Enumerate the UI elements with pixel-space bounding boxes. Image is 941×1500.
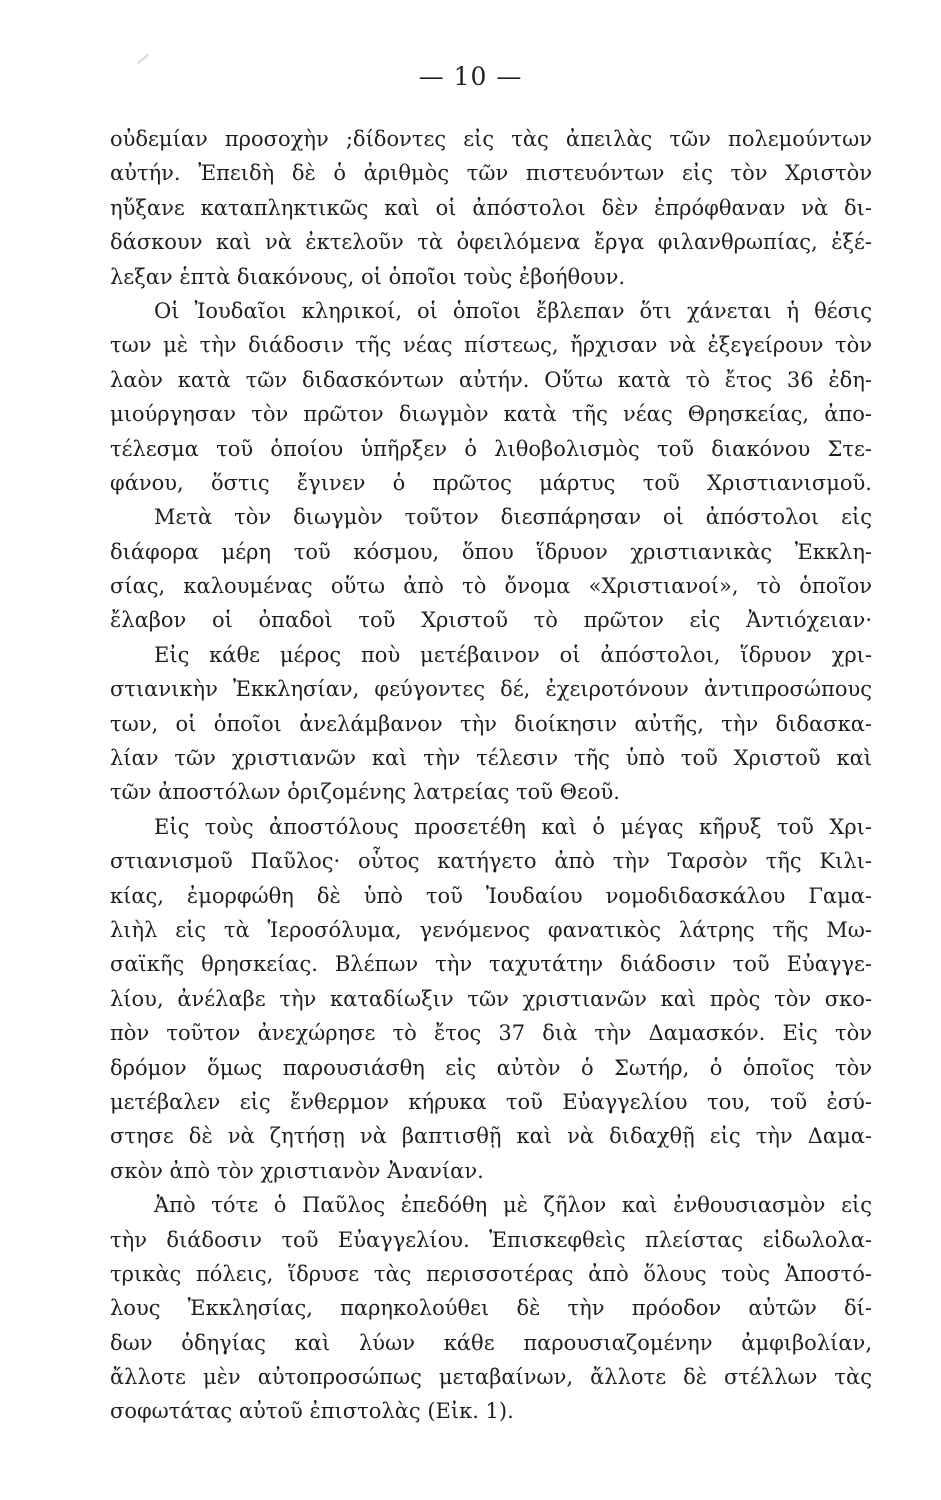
text-line: ἔλαβον οἱ ὀπαδοὶ τοῦ Χριστοῦ τὸ πρῶτον εἰς Ἀντιόχειαν· (110, 608, 872, 633)
text-line: λίου, ἀνέλαβε τὴν καταδίωξιν τῶν χριστιανῶν καὶ πρὸς τὸν σκο- (110, 986, 872, 1011)
text-line: λους Ἐκκλησίας, παρηκολούθει δὲ τὴν πρόοδον αὐτῶν δί- (110, 1296, 872, 1321)
text-line: οὐδεμίαν προσοχὴν ;δίδοντες εἰς τὰς ἀπειλὰς τῶν πολεμούντων (110, 127, 872, 151)
text-line: Εἰς κάθε μέρος ποὺ μετέβαινον οἱ ἀπόστολοι, ἵδρυον χρι- (154, 642, 872, 667)
text-line: στιανισμοῦ Παῦλος· οὗτος κατήγετο ἀπὸ τὴν Ταρσὸν τῆς Κιλι- (110, 849, 872, 874)
text-line: τρικὰς πόλεις, ἵδρυσε τὰς περισσοτέρας ἀπὸ ὅλους τοὺς Ἀποστό- (110, 1261, 872, 1286)
text-line: κίας, ἐμορφώθη δὲ ὑπὸ τοῦ Ἰουδαίου νομοδιδασκάλου Γαμα- (110, 883, 872, 908)
text-line: Εἰς τοὺς ἀποστόλους προσετέθη καὶ ὁ μέγας κῆρυξ τοῦ Χρι- (154, 814, 872, 839)
text-line: ἄλλοτε μὲν αὐτοπροσώπως μεταβαίνων, ἄλλοτε δὲ στέλλων τὰς (110, 1365, 872, 1390)
text-line: στιανικὴν Ἐκκλησίαν, φεύγοντες δέ, ἐχειροτόνουν ἀντιπροσώπους (110, 677, 872, 702)
body-text (110, 122, 872, 1429)
text-line: δων ὁδηγίας καὶ λύων κάθε παρουσιαζομένην ἀμφιβολίαν, (110, 1330, 872, 1355)
text-line: λαὸν κατὰ τῶν διδασκόντων αὐτήν. Οὕτω κατὰ τὸ ἔτος 36 ἐδη- (110, 367, 872, 392)
text-line: φάνου, ὅστις ἔγινεν ὁ πρῶτος μάρτυς τοῦ Χριστιανισμοῦ. (110, 470, 872, 495)
text-line: σίας, καλουμένας οὕτω ἀπὸ τὸ ὄνομα «Χριστιανοί», τὸ ὁποῖον (110, 574, 872, 599)
text-line: τέλεσμα τοῦ ὁποίου ὑπῆρξεν ὁ λιθοβολισμὸς τοῦ διακόνου Στε- (110, 436, 872, 461)
text-line: Οἱ Ἰουδαῖοι κληρικοί, οἱ ὁποῖοι ἔβλεπαν ὅτι χάνεται ἡ θέσις (154, 298, 872, 323)
text-line: των μὲ τὴν διάδοσιν τῆς νέας πίστεως, ἤρχισαν νὰ ἐξεγείρουν τὸν (110, 333, 872, 358)
text-line: σκὸν ἀπὸ τὸν χριστιανὸν Ἀνανίαν. (110, 1158, 484, 1183)
text-line: σοφωτάτας αὐτοῦ ἐπιστολὰς (Εἰκ. 1). (110, 1399, 514, 1424)
text-line: διάφορα μέρη τοῦ κόσμου, ὅπου ἵδρυον χριστιανικὰς Ἐκκλη- (110, 539, 872, 564)
text-line: πὸν τοῦτον ἀνεχώρησε τὸ ἔτος 37 διὰ τὴν Δαμασκόν. Εἰς τὸν (110, 1021, 872, 1046)
text-line: δρόμον ὅμως παρουσιάσθη εἰς αὐτὸν ὁ Σωτήρ, ὁ ὁποῖος τὸν (110, 1055, 872, 1080)
text-line: δάσκουν καὶ νὰ ἐκτελοῦν τὰ ὀφειλόμενα ἔργα φιλανθρωπίας, ἐξέ- (110, 230, 872, 255)
text-line: τὴν διάδοσιν τοῦ Εὐαγγελίου. Ἐπισκεφθεὶς πλείστας εἰδωλολα- (110, 1227, 872, 1252)
text-line: ηὔξανε καταπληκτικῶς καὶ οἱ ἀπόστολοι δὲν ἐπρόφθαναν νὰ δι- (110, 195, 872, 220)
text-line: λιὴλ εἰς τὰ Ἱεροσόλυμα, γενόμενος φανατικὸς λάτρης τῆς Μω- (110, 917, 872, 942)
page-number: — 10 — (418, 62, 523, 91)
text-line: σαϊκῆς θρησκείας. Βλέπων τὴν ταχυτάτην διάδοσιν τοῦ Εὐαγγε- (110, 952, 872, 977)
text-line: μιούργησαν τὸν πρῶτον διωγμὸν κατὰ τῆς νέας Θρησκείας, ἀπο- (110, 402, 872, 427)
text-line: λίαν τῶν χριστιανῶν καὶ τὴν τέλεσιν τῆς ὑπὸ τοῦ Χριστοῦ καὶ (110, 746, 872, 771)
text-line: αὐτήν. Ἐπειδὴ δὲ ὁ ἀριθμὸς τῶν πιστευόντων εἰς τὸν Χριστὸν (110, 161, 872, 186)
text-line: Μετὰ τὸν διωγμὸν τοῦτον διεσπάρησαν οἱ ἀπόστολοι εἰς (154, 505, 872, 530)
text-line: των, οἱ ὁποῖοι ἀνελάμβανον τὴν διοίκησιν αὐτῆς, τὴν διδασκα- (110, 711, 872, 736)
text-line: Ἀπὸ τότε ὁ Παῦλος ἐπεδόθη μὲ ζῆλον καὶ ἐνθουσιασμὸν εἰς (154, 1193, 872, 1218)
text-line: στησε δὲ νὰ ζητήσῃ νὰ βαπτισθῇ καὶ νὰ διδαχθῇ εἰς τὴν Δαμα- (110, 1124, 872, 1149)
text-line: μετέβαλεν εἰς ἔνθερμον κήρυκα τοῦ Εὐαγγελίου του, τοῦ ἐσύ- (110, 1089, 872, 1114)
text-line: λεξαν ἑπτὰ διακόνους, οἱ ὁποῖοι τοὺς ἐβοήθουν. (110, 264, 626, 289)
text-line: τῶν ἀποστόλων ὁριζομένης λατρείας τοῦ Θεοῦ. (110, 780, 620, 805)
